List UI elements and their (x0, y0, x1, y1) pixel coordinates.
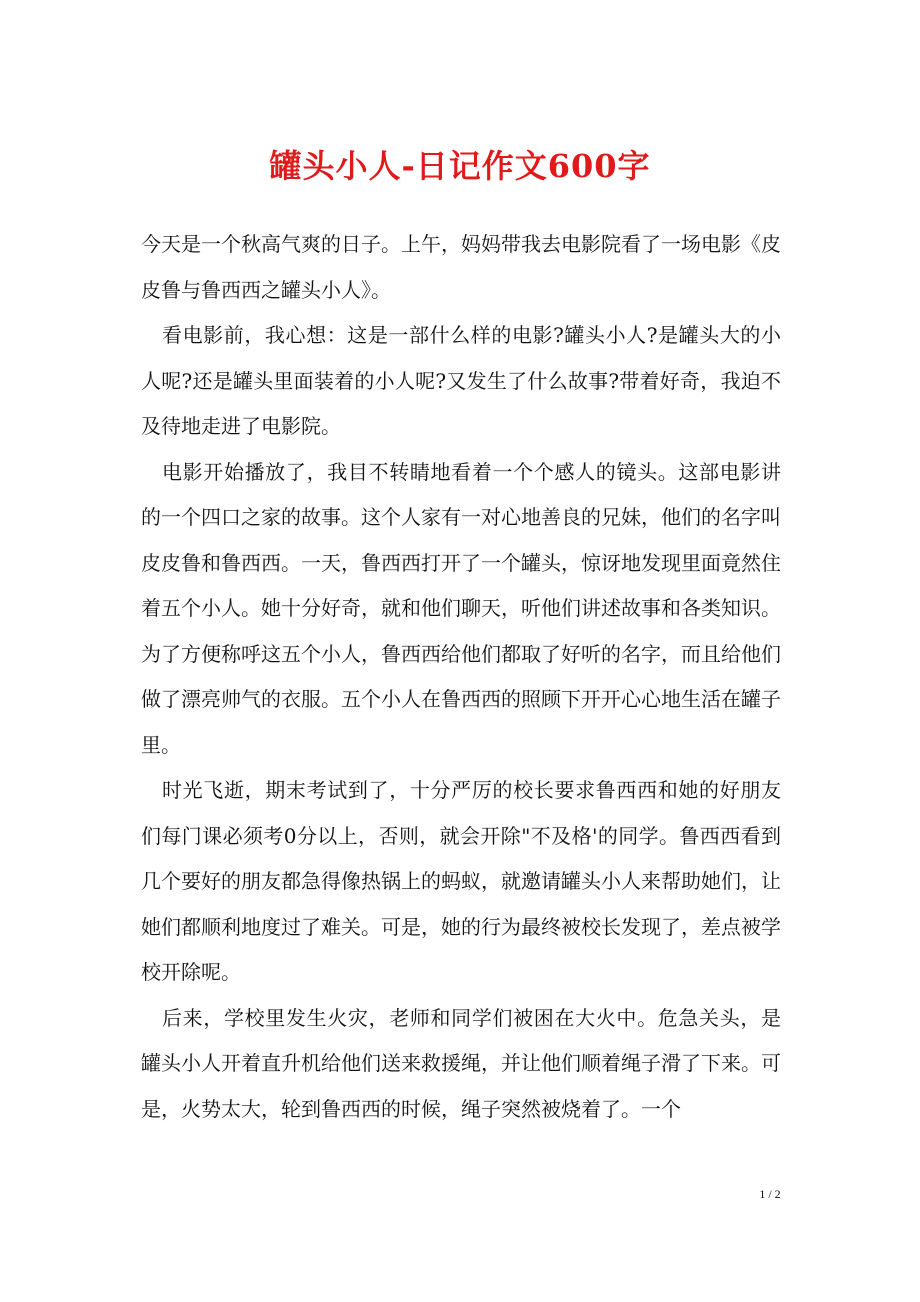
paragraph-3: 电影开始播放了，我目不转睛地看着一个个感人的镜头。这部电影讲的一个四口之家的故事。这个人家有一对心地善良的兄妹，他们的名字叫皮皮鲁和鲁西西。一天，鲁西西打开了一个罐头，惊讶地发现里面竟然住着五个小人。她十分好奇，就和他们聊天，听他们讲述故事和各类知识。为了方便称呼这五个小人，鲁西西给他们都取了好听的名字，而且给他们做了漂亮帅气的衣服。五个小人在鲁西西的照顾下开开心心地生活在罐子里。 (141, 459, 781, 757)
document-title: 罐头小人-日记作文600字 (269, 147, 651, 185)
document-body (141, 222, 781, 1132)
page-number: 1 / 2 (759, 1187, 781, 1201)
paragraph-5: 后来，学校里发生火灾，老师和同学们被困在大火中。危急关头，是罐头小人开着直升机给他们送来救援绳，并让他们顺着绳子滑了下来。可是，火势太大，轮到鲁西西的时候，绳子突然被烧着了。一个 (141, 1005, 781, 1121)
paragraph-4: 时光飞逝，期末考试到了，十分严厉的校长要求鲁西西和她的好朋友们每门课必须考0分以上，否则，就会开除"不及格'的同学。鲁西西看到几个要好的朋友都急得像热锅上的蚂蚁，就邀请罐头小人来帮助她们，让她们都顺利地度过了难关。可是，她的行为最终被校长发现了，差点被学校开除呢。 (141, 778, 781, 984)
paragraph-2: 看电影前，我心想：这是一部什么样的电影?罐头小人?是罐头大的小人呢?还是罐头里面装着的小人呢?又发生了什么故事?带着好奇，我迫不及待地走进了电影院。 (141, 323, 781, 438)
paragraph-1: 今天是一个秋高气爽的日子。上午，妈妈带我去电影院看了一场电影《皮皮鲁与鲁西西之罐头小人》。 (141, 232, 781, 302)
